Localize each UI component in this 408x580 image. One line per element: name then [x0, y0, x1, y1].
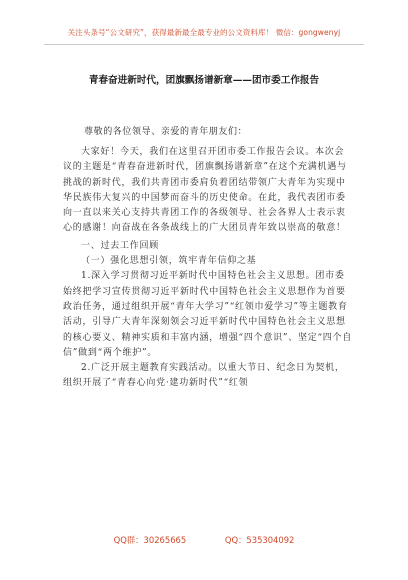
paragraph-opening: 大家好！今天，我们在这里召开团市委工作报告会议。本次会议的主题是“青春奋进新时代，团旗飘扬谱新章”在这个充满机遇与挑战的新时代，我们共青团市委肩负着团结带领广大青年为实现中华民族伟大复兴的中国梦而奋斗的历史使命。在此，我代表团市委向一直以来关心支持共青团工作的各级领导、社会各界人士表示衷心的感谢！向奋战在各条战线上的广大团员青年致以崇高的敬意！ [63, 147, 347, 234]
header-divider [44, 44, 364, 45]
paragraph-item-2: 2.广泛开展主题教育实践活动。以重大节日、纪念日为契机，组织开展了“青春心向党·建功新时代”“红领 [63, 363, 345, 389]
paragraph-item-1: 1.深入学习贯彻习近平新时代中国特色社会主义思想。团市委始终把学习宣传贯彻习近平新时代中国特色社会主义思想作为首要政治任务，通过组织开展“青年大学习”“红领巾爱学习”等主题教育活动，引导广大青年深刻领会习近平新时代中国特色社会主义思想的核心要义、精神实质和丰富内涵，增强“四个意识”、坚定“四个自信”做到“两个维护”。 [63, 271, 353, 358]
footer-qq: QQ：535304092 [224, 535, 295, 545]
header-promo-note: 关注头条号“公文研究”，获得最新最全最专业的公文资料库！ 微信：gongwenyj [67, 28, 341, 37]
footer-contacts [0, 534, 408, 546]
document-body [63, 145, 353, 392]
subsection-heading-ideology: （一）强化思想引领，筑牢青年信仰之基 [81, 256, 257, 267]
section-heading-review: 一、过去工作回顾 [81, 240, 160, 251]
greeting-line: 尊敬的各位领导、亲爱的青年朋友们： [84, 127, 248, 137]
document-title: 青春奋进新时代，团旗飘扬谱新章——团市委工作报告 [88, 75, 320, 86]
footer-qq-group: QQ群：30265665 [113, 535, 187, 545]
